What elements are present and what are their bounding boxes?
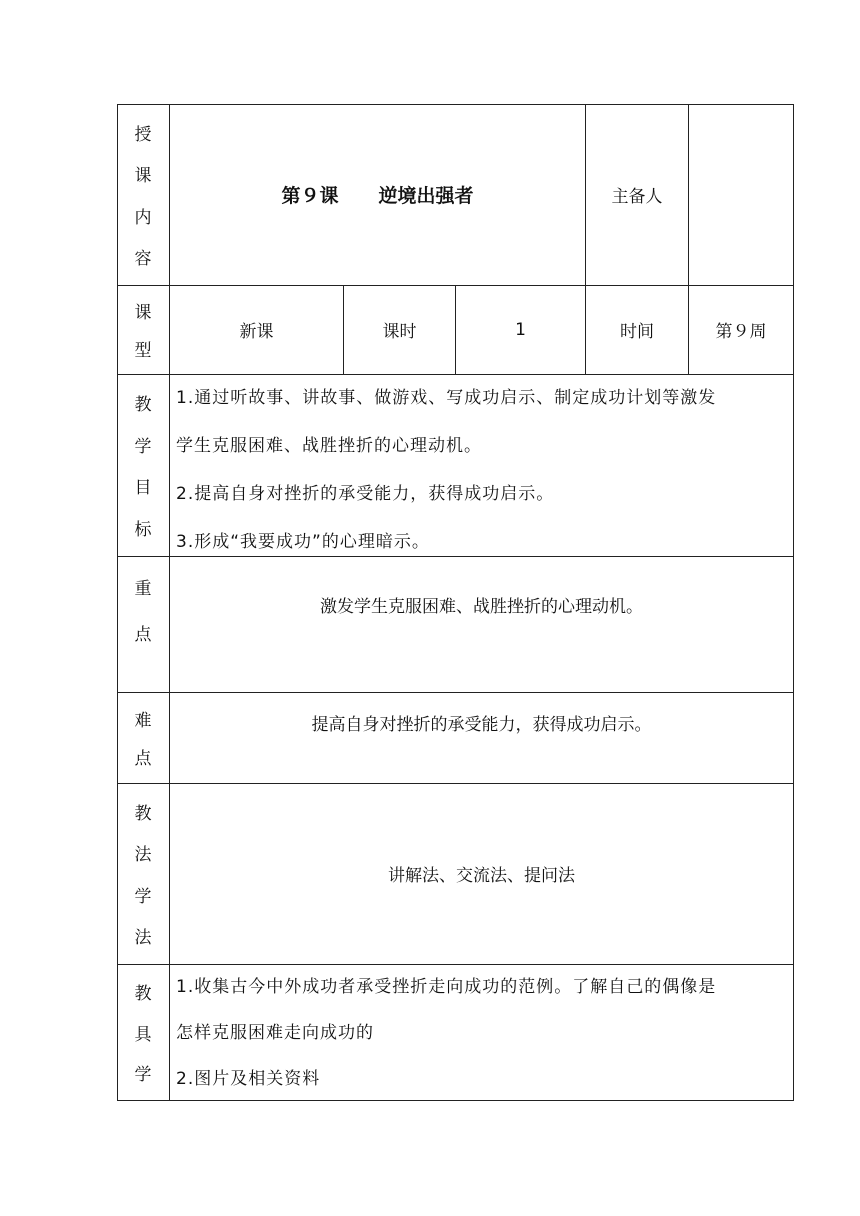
material-line: 1.收集古今中外成功者承受挫折走向成功的范例。了解自己的偶像是 xyxy=(176,977,717,997)
label-char: 教 xyxy=(134,984,152,1005)
preparer-label: 主备人 xyxy=(611,187,663,207)
label-char: 点 xyxy=(134,625,152,645)
row-label-methods xyxy=(117,783,169,964)
label-char: 重 xyxy=(134,579,152,599)
label-char: 目 xyxy=(134,478,152,499)
row-label-materials xyxy=(117,964,169,1100)
label-char: 型 xyxy=(134,341,152,361)
label-char: 标 xyxy=(134,519,152,540)
material-line: 怎样克服困难走向成功的 xyxy=(176,1023,374,1043)
label-char: 学 xyxy=(134,436,152,457)
materials-text xyxy=(176,964,788,1102)
preparer-value xyxy=(689,104,793,285)
label-char: 具 xyxy=(134,1024,152,1045)
hours-value: 1 xyxy=(515,319,526,340)
label-char: 点 xyxy=(134,749,152,770)
label-char: 授 xyxy=(134,125,152,146)
objective-line: 学生克服困难、战胜挫折的心理动机。 xyxy=(176,436,482,456)
methods-text: 讲解法、交流法、提问法 xyxy=(388,866,575,886)
objective-line: 1.通过听故事、讲故事、做游戏、写成功启示、制定成功计划等激发 xyxy=(176,388,717,408)
objectives-text xyxy=(176,374,788,566)
row-label-content xyxy=(117,104,169,285)
table-border-right xyxy=(793,104,794,1101)
difficulty-text: 提高自身对挫折的承受能力，获得成功启示。 xyxy=(311,714,652,735)
lesson-title xyxy=(170,104,585,285)
lesson-plan-table xyxy=(117,104,794,1101)
label-char: 教 xyxy=(134,395,152,416)
time-value: 第９周 xyxy=(715,322,767,342)
key-point-text: 激发学生克服困难、战胜挫折的心理动机。 xyxy=(320,596,643,617)
material-line: 2.图片及相关资料 xyxy=(176,1069,321,1089)
label-char: 法 xyxy=(134,927,152,948)
hours-label: 课时 xyxy=(382,322,417,342)
label-char: 内 xyxy=(134,207,152,228)
row-label-key-point xyxy=(117,566,169,686)
label-char: 学 xyxy=(134,1064,152,1085)
row-label-type xyxy=(117,285,169,374)
label-char: 法 xyxy=(134,845,152,866)
label-char: 课 xyxy=(134,166,152,187)
time-label: 时间 xyxy=(620,322,654,342)
label-char: 教 xyxy=(134,804,152,825)
row-label-difficulty xyxy=(117,692,169,783)
objective-line: 3.形成“我要成功”的心理暗示。 xyxy=(176,532,430,552)
label-char: 学 xyxy=(134,886,152,907)
row-label-objectives xyxy=(117,374,169,556)
label-char: 容 xyxy=(134,248,152,269)
objective-line: 2.提高自身对挫折的承受能力，获得成功启示。 xyxy=(176,484,555,504)
lesson-type-value: 新课 xyxy=(239,322,274,342)
label-char: 难 xyxy=(134,710,152,731)
row-divider xyxy=(117,692,794,693)
lesson-number: 第９课 xyxy=(281,185,339,207)
lesson-name: 逆境出强者 xyxy=(378,185,474,207)
label-char: 课 xyxy=(134,303,152,323)
